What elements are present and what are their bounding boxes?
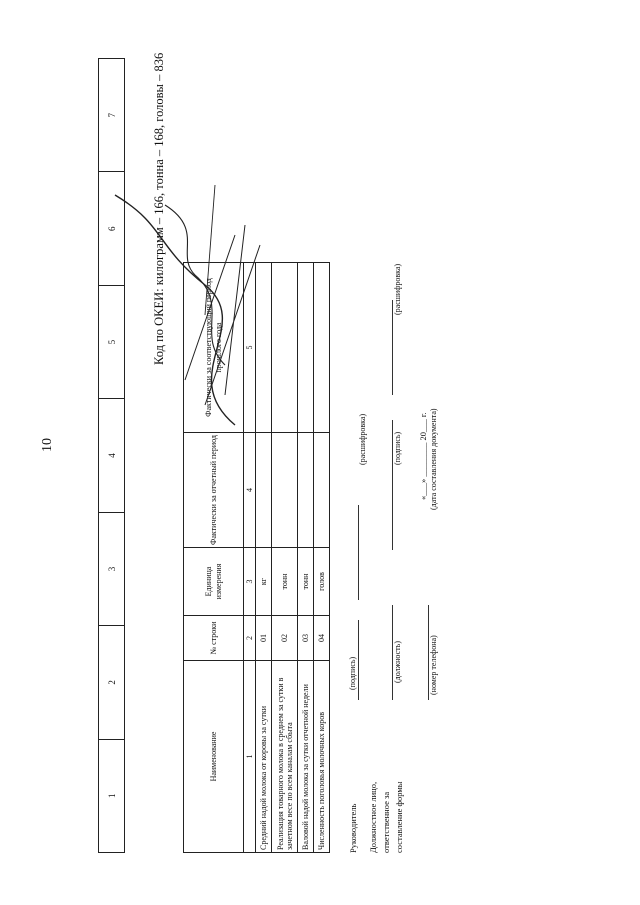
index-cell: 5 [244,263,256,433]
responsible-label-3: составление формы [394,781,404,853]
responsible-label-1: Должностное лицо, [368,781,378,853]
row-name: Валовой надой молока за сутки отчетной недели [298,661,314,853]
header-current-period: Фактически за отчетный период [184,433,244,548]
row-unit: тонн [298,548,314,616]
strip-col-5: 5 [99,285,125,398]
row-unit: кг [256,548,272,616]
handwritten-signature [55,175,285,435]
position-caption: (должность) [393,641,402,683]
okei-codes: Код по ОКЕИ: килограмм – 166, тонна – 168, головы – 836 [152,52,166,365]
row-current-value[interactable] [314,433,330,548]
date-caption: (дата составления документа) [429,408,438,510]
row-name: Реализация товарного молока в среднем за сутки в зачетном весе по всем каналам сбыта [272,661,298,853]
row-previous-value[interactable] [298,263,314,433]
header-unit: Единица измерения [184,548,244,616]
table-row [314,263,330,853]
header-name: Наименование [184,661,244,853]
row-current-value[interactable] [256,433,272,548]
responsible-signature-caption: (подпись) [393,431,402,465]
date-line[interactable]: «___» ________ 20___ г. [418,412,428,500]
index-cell: 4 [244,433,256,548]
responsible-name-caption: (расшифровка) [393,263,402,315]
row-unit: тонн [272,548,298,616]
row-current-value[interactable] [272,433,298,548]
header-previous-period: Фактически за соответствующий период прошлого года [184,263,244,433]
row-name: Средний надой молока от коровы за сутки [256,661,272,853]
row-line-no: 01 [256,616,272,661]
strip-col-6: 6 [99,172,125,285]
index-cell: 2 [244,616,256,661]
strip-col-1: 1 [99,739,125,852]
strip-col-3: 3 [99,512,125,625]
head-name-caption: (расшифровка) [358,413,367,465]
index-cell: 1 [244,661,256,853]
row-name: Численность поголовья молочных коров [314,661,330,853]
header-line-no: № строки [184,616,244,661]
head-name-line[interactable] [358,505,359,600]
row-line-no: 02 [272,616,298,661]
row-current-value[interactable] [298,433,314,548]
phone-caption: (номер телефона) [429,635,438,695]
head-signature-caption: (подпись) [348,656,357,690]
index-cell: 3 [244,548,256,616]
responsible-label-2: ответственное за [381,791,391,853]
row-previous-value[interactable] [314,263,330,433]
head-signature-line[interactable] [358,620,359,700]
head-label: Руководитель [348,803,358,853]
strip-col-7: 7 [99,59,125,172]
table-row [298,263,314,853]
page-number: 10 [40,438,55,452]
strip-col-4: 4 [99,399,125,512]
strip-col-2: 2 [99,626,125,739]
row-unit: голов [314,548,330,616]
row-line-no: 04 [314,616,330,661]
row-line-no: 03 [298,616,314,661]
